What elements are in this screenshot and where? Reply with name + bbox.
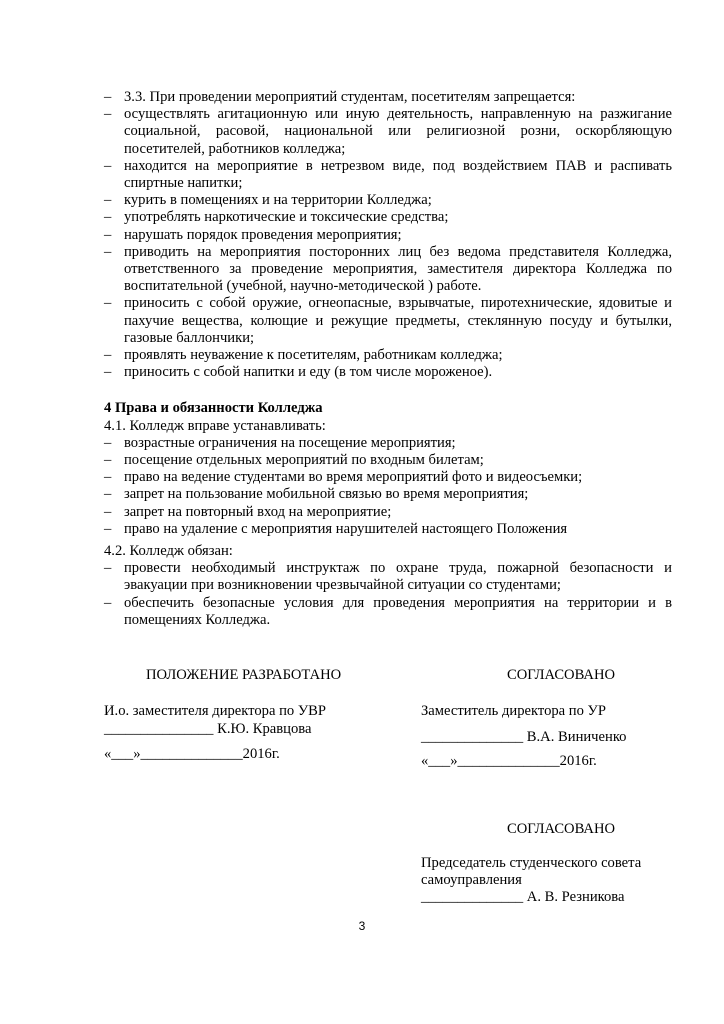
list-item: – возрастные ограничения на посещение мероприятия; bbox=[104, 435, 672, 452]
list-item: – приводить на мероприятия посторонних лиц без ведома представителя Колледжа, ответственного за проведение мероприятия, заместителя директора Колледжа по воспитательной (учебной, научно-методической ) работе. bbox=[104, 244, 672, 296]
approver-date-line: «___»______________2016г. bbox=[421, 753, 597, 769]
council-signature-block bbox=[421, 855, 641, 906]
list-item: – право на ведение студентами во время мероприятий фото и видеосъемки; bbox=[104, 469, 672, 486]
page-number: 3 bbox=[358, 919, 366, 933]
list-item: – посещение отдельных мероприятий по входным билетам; bbox=[104, 452, 672, 469]
developer-date-line: «___»______________2016г. bbox=[104, 746, 280, 762]
list-item: – курить в помещениях и на территории Колледжа; bbox=[104, 192, 672, 209]
list-item: – запрет на пользование мобильной связью во время мероприятия; bbox=[104, 486, 672, 503]
rights-list bbox=[104, 435, 672, 538]
developer-position: И.о. заместителя директора по УВР bbox=[104, 703, 327, 719]
paragraph-4-2: 4.2. Колледж обязан: bbox=[104, 543, 233, 560]
council-position-cont: самоуправления bbox=[421, 872, 522, 888]
document-body bbox=[104, 89, 672, 629]
list-item: – нарушать порядок проведения мероприятия; bbox=[104, 227, 672, 244]
developed-by-title: ПОЛОЖЕНИЕ РАЗРАБОТАНО bbox=[146, 667, 342, 683]
list-item: – право на удаление с мероприятия нарушителей настоящего Положения bbox=[104, 521, 672, 538]
list-item: – осуществлять агитационную или иную деятельность, направленную на разжигание социальной, расовой, национальной или религиозной розни, оскорбляющую посетителей, работников колледжа; bbox=[104, 106, 672, 158]
section-heading: 4 Права и обязанности Колледжа bbox=[104, 400, 323, 417]
list-item: – 3.3. При проведении мероприятий студентам, посетителям запрещается: bbox=[104, 89, 672, 106]
list-item: – приносить с собой оружие, огнеопасные, взрывчатые, пиротехнические, ядовитые и пахучие вещества, колющие и режущие предметы, стеклянную посуду и бутылки, газовые баллончики; bbox=[104, 295, 672, 347]
list-item: – употреблять наркотические и токсические средства; bbox=[104, 209, 672, 226]
list-item: – приносить с собой напитки и еду (в том числе мороженое). bbox=[104, 364, 672, 381]
approved-title-2: СОГЛАСОВАНО bbox=[507, 821, 616, 837]
approver-signature-line: ______________ В.А. Виниченко bbox=[421, 729, 627, 745]
approver-signature-block bbox=[421, 703, 626, 770]
duties-list bbox=[104, 560, 672, 629]
approver-position: Заместитель директора по УР bbox=[421, 703, 606, 719]
council-signature-line: ______________ А. В. Резникова bbox=[421, 889, 625, 905]
list-item: – находится на мероприятие в нетрезвом виде, под воздействием ПАВ и распивать спиртные напитки; bbox=[104, 158, 672, 192]
developer-signature-block bbox=[104, 703, 326, 763]
list-item: – проявлять неуважение к посетителям, работникам колледжа; bbox=[104, 347, 672, 364]
paragraph-4-1: 4.1. Колледж вправе устанавливать: bbox=[104, 417, 326, 434]
list-item: – обеспечить безопасные условия для проведения мероприятия на территории и в помещениях Колледжа. bbox=[104, 595, 672, 629]
prohibitions-list bbox=[104, 89, 672, 381]
council-position: Председатель студенческого совета bbox=[421, 855, 642, 871]
developer-signature-line: _______________ К.Ю. Кравцова bbox=[104, 721, 312, 737]
list-item: – провести необходимый инструктаж по охране труда, пожарной безопасности и эвакуации при возникновении чрезвычайной ситуации со студентами; bbox=[104, 560, 672, 594]
approved-title: СОГЛАСОВАНО bbox=[507, 667, 616, 683]
list-item: – запрет на повторный вход на мероприятие; bbox=[104, 504, 672, 521]
